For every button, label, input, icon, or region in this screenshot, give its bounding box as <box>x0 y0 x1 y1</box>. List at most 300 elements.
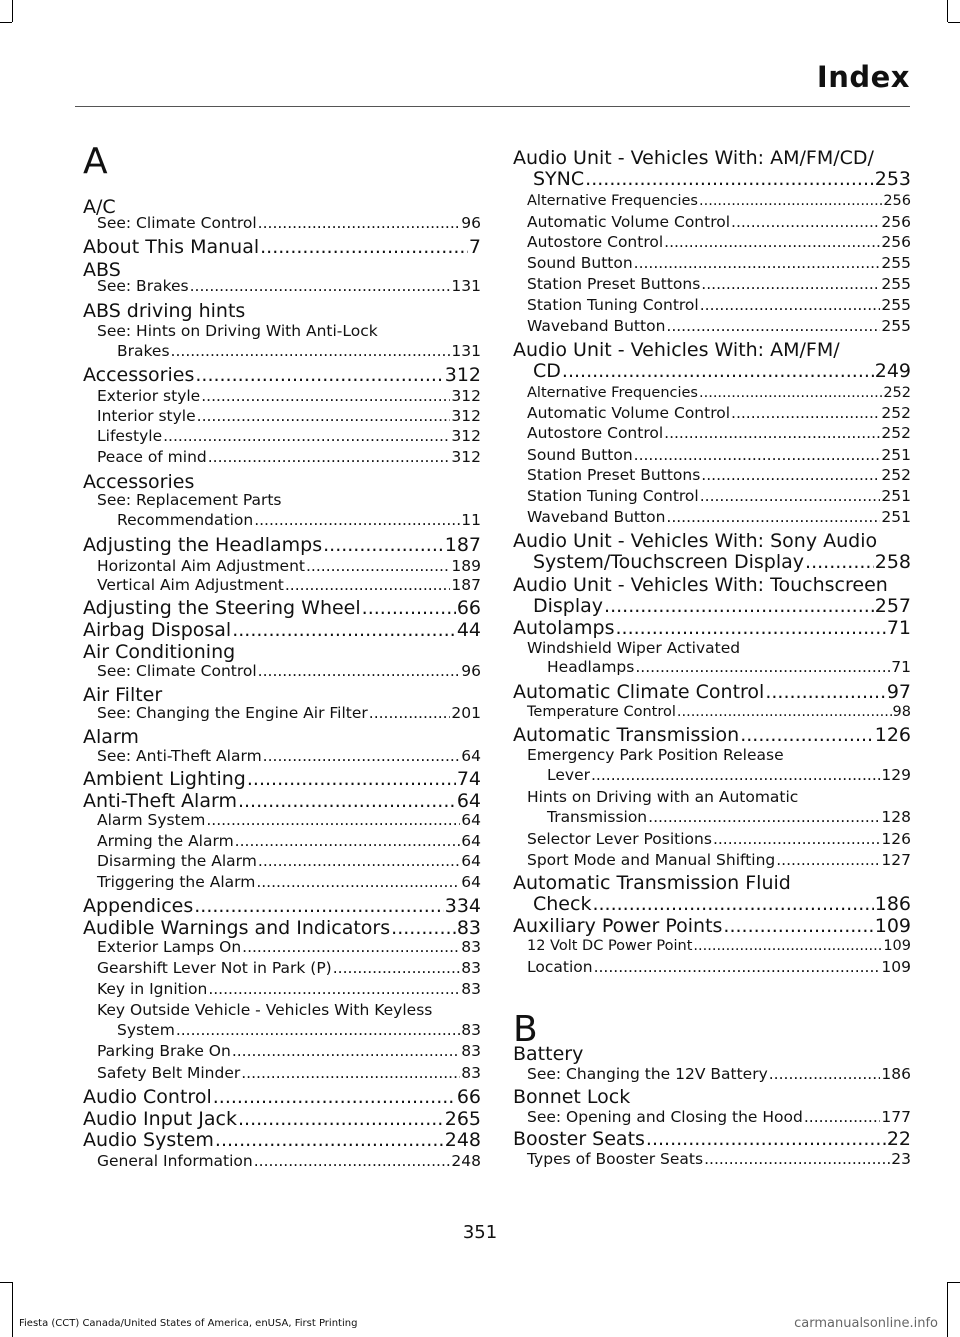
index-entry <box>83 770 481 789</box>
entry-page: 64 <box>456 792 481 811</box>
entry-page: 129 <box>881 768 911 784</box>
index-entry <box>83 1131 481 1150</box>
index-subentry <box>83 1066 481 1082</box>
index-entry <box>83 728 481 747</box>
index-subentry <box>83 940 481 956</box>
entry-title: SYNC <box>533 170 585 189</box>
leader-dots <box>232 1044 460 1060</box>
index-entry <box>513 683 911 702</box>
index-entry <box>83 198 481 217</box>
entry-page: 64 <box>461 854 481 870</box>
index-subentry <box>83 834 481 850</box>
entry-page: 126 <box>881 832 911 848</box>
leader-dots <box>238 1110 444 1129</box>
leader-dots <box>634 256 881 272</box>
leader-dots <box>693 939 882 954</box>
index-entry <box>83 238 481 257</box>
watermark: carmanualsonline.info <box>794 1316 938 1331</box>
leader-dots <box>260 238 468 257</box>
entry-page: 131 <box>451 279 481 295</box>
entry-title: Vertical Aim Adjustment <box>97 578 284 594</box>
leader-dots <box>242 940 460 956</box>
entry-title: Air Conditioning <box>83 643 236 662</box>
leader-dots <box>254 1154 451 1170</box>
leader-dots <box>362 599 456 618</box>
entry-title: Automatic Volume Control <box>527 406 731 422</box>
page-title: Index <box>816 60 910 94</box>
leader-dots <box>731 215 880 231</box>
entry-page: 249 <box>874 362 911 381</box>
leader-dots <box>369 706 451 722</box>
entry-title: Anti-Theft Alarm <box>83 792 237 811</box>
entry-page: 251 <box>881 489 911 505</box>
entry-title: ABS <box>83 261 121 280</box>
entry-title: Arming the Alarm <box>97 834 234 850</box>
entry-page: 256 <box>881 235 911 251</box>
leader-dots <box>238 792 456 811</box>
index-entry <box>513 726 911 745</box>
entry-title: Booster Seats <box>513 1130 645 1149</box>
leader-dots <box>713 832 880 848</box>
leader-dots <box>306 559 450 575</box>
entry-page: 64 <box>461 875 481 891</box>
index-subentry <box>513 298 911 314</box>
index-subentry <box>83 982 481 998</box>
entry-title: Adjusting the Headlamps <box>83 536 323 555</box>
entry-title: Autostore Control <box>527 426 664 442</box>
entry-title: Audio Unit - Vehicles With: Sony Audio <box>513 532 878 551</box>
entry-title: Audio Input Jack <box>83 1110 237 1129</box>
entry-title: Check <box>533 895 592 914</box>
index-entry <box>513 874 911 893</box>
index-subentry <box>513 705 911 720</box>
entry-title: Emergency Park Position Release <box>527 748 784 764</box>
entry-title: Audio Unit - Vehicles With: Touchscreen <box>513 576 888 595</box>
entry-title: See: Changing the Engine Air Filter <box>97 706 368 722</box>
entry-title: Key in Ignition <box>97 982 208 998</box>
entry-page: 258 <box>874 553 911 572</box>
entry-title: Horizontal Aim Adjustment <box>97 559 305 575</box>
entry-title: Location <box>527 960 593 976</box>
leader-dots <box>263 749 461 765</box>
entry-title: Windshield Wiper Activated <box>527 641 741 657</box>
entry-page: 253 <box>874 170 911 189</box>
entry-page: 83 <box>461 961 481 977</box>
index-entry <box>513 170 911 189</box>
entry-page: 312 <box>451 429 481 445</box>
leader-dots <box>235 834 461 850</box>
leader-dots <box>664 426 880 442</box>
index-subentry <box>513 386 911 401</box>
entry-title: Station Tuning Control <box>527 298 699 314</box>
leader-dots <box>723 917 873 936</box>
leader-dots <box>666 319 880 335</box>
index-subentry <box>83 216 481 232</box>
entry-page: 64 <box>461 834 481 850</box>
leader-dots <box>664 235 880 251</box>
leader-dots <box>699 194 882 209</box>
entry-title: See: Climate Control <box>97 216 257 232</box>
entry-title: Hints on Driving with an Automatic <box>527 790 799 806</box>
index-entry <box>513 917 911 936</box>
header-rule <box>75 106 910 107</box>
entry-page: 97 <box>886 683 911 702</box>
entry-page: 71 <box>891 660 911 676</box>
entry-page: 251 <box>881 448 911 464</box>
entry-title: Waveband Button <box>527 510 666 526</box>
entry-title: A/C <box>83 198 116 217</box>
entry-page: 96 <box>461 664 481 680</box>
entry-title: Ambient Lighting <box>83 770 246 789</box>
leader-dots <box>616 619 886 638</box>
entry-page: 71 <box>886 619 911 638</box>
entry-page: 312 <box>444 366 481 385</box>
entry-page: 256 <box>883 194 911 209</box>
index-subentry <box>83 749 481 765</box>
leader-dots <box>699 386 882 401</box>
entry-page: 312 <box>451 450 481 466</box>
entry-page: 248 <box>444 1131 481 1150</box>
entry-title: Automatic Transmission Fluid <box>513 874 791 893</box>
entry-title: Battery <box>513 1045 584 1064</box>
entry-title: Headlamps <box>547 660 635 676</box>
entry-page: 127 <box>881 853 911 869</box>
entry-title: About This Manual <box>83 238 260 257</box>
index-subentry <box>83 1044 481 1060</box>
leader-dots <box>701 468 880 484</box>
entry-title: Exterior style <box>97 389 201 405</box>
entry-title: Air Filter <box>83 686 163 705</box>
index-entry <box>513 553 911 572</box>
index-subentry <box>83 409 481 425</box>
leader-dots <box>740 726 874 745</box>
entry-page: 44 <box>456 621 481 640</box>
index-subentry <box>513 641 911 657</box>
index-subentry <box>83 324 481 340</box>
entry-title: Automatic Volume Control <box>527 215 731 231</box>
leader-dots <box>666 510 880 526</box>
index-subentry <box>83 1023 481 1039</box>
index-entry <box>83 897 481 916</box>
index-subentry <box>83 279 481 295</box>
leader-dots <box>677 705 892 720</box>
entry-title: Triggering the Alarm <box>97 875 256 891</box>
entry-title: Alarm System <box>97 813 206 829</box>
index-entry <box>83 536 481 555</box>
leader-dots <box>195 366 443 385</box>
index-subentry <box>513 748 911 764</box>
leader-dots <box>258 216 461 232</box>
index-subentry <box>513 939 911 954</box>
index-subentry <box>513 468 911 484</box>
index-subentry <box>513 790 911 806</box>
leader-dots <box>391 919 456 938</box>
entry-title: Temperature Control <box>527 705 676 720</box>
entry-page: 66 <box>456 599 481 618</box>
section-letter: B <box>513 1012 538 1048</box>
index-subentry <box>83 961 481 977</box>
entry-title: Station Tuning Control <box>527 489 699 505</box>
leader-dots <box>215 1131 444 1150</box>
entry-title: Parking Brake On <box>97 1044 231 1060</box>
leader-dots <box>591 768 880 784</box>
entry-page: 177 <box>881 1110 911 1126</box>
leader-dots <box>648 810 880 826</box>
entry-page: 256 <box>881 215 911 231</box>
leader-dots <box>562 362 874 381</box>
entry-title: Audible Warnings and Indicators <box>83 919 391 938</box>
leader-dots <box>701 277 880 293</box>
index-entry <box>513 1088 911 1107</box>
index-subentry <box>83 875 481 891</box>
entry-title: Airbag Disposal <box>83 621 232 640</box>
entry-title: See: Brakes <box>97 279 189 295</box>
index-entry <box>83 686 481 705</box>
entry-title: Accessories <box>83 473 195 492</box>
entry-page: 186 <box>881 1067 911 1083</box>
leader-dots <box>585 170 874 189</box>
index-subentry <box>513 215 911 231</box>
leader-dots <box>333 961 461 977</box>
index-subentry <box>83 813 481 829</box>
entry-title: See: Replacement Parts <box>97 493 282 509</box>
index-subentry <box>83 1003 481 1019</box>
leader-dots <box>171 344 451 360</box>
leader-dots <box>646 1130 886 1149</box>
entry-title: Lever <box>547 768 590 784</box>
leader-dots <box>635 660 890 676</box>
entry-title: Auxiliary Power Points <box>513 917 723 936</box>
entry-title: Audio System <box>83 1131 214 1150</box>
entry-title: Audio Unit - Vehicles With: AM/FM/CD/ <box>513 149 874 168</box>
entry-page: 83 <box>461 1044 481 1060</box>
index-entry <box>83 1110 481 1129</box>
leader-dots <box>592 895 873 914</box>
entry-title: Audio Unit - Vehicles With: AM/FM/ <box>513 341 840 360</box>
entry-page: 189 <box>451 559 481 575</box>
leader-dots <box>194 897 444 916</box>
leader-dots <box>604 597 874 616</box>
entry-title: Sport Mode and Manual Shifting <box>527 853 776 869</box>
entry-title: Transmission <box>547 810 648 826</box>
entry-title: Disarming the Alarm <box>97 854 257 870</box>
index-subentry <box>83 578 481 594</box>
index-subentry <box>83 513 481 529</box>
leader-dots <box>247 770 456 789</box>
leader-dots <box>258 664 461 680</box>
leader-dots <box>769 1067 881 1083</box>
index-entry <box>513 1045 911 1064</box>
entry-title: Types of Booster Seats <box>527 1152 704 1168</box>
entry-page: 186 <box>874 895 911 914</box>
index-subentry <box>513 1110 911 1126</box>
entry-title: Audio Control <box>83 1088 212 1107</box>
entry-title: CD <box>533 362 561 381</box>
entry-title: Exterior Lamps On <box>97 940 242 956</box>
entry-title: See: Changing the 12V Battery <box>527 1067 768 1083</box>
index-subentry <box>83 389 481 405</box>
leader-dots <box>206 813 460 829</box>
entry-title: Brakes <box>117 344 170 360</box>
leader-dots <box>765 683 885 702</box>
entry-page: 257 <box>874 597 911 616</box>
entry-title: Key Outside Vehicle - Vehicles With Keyless <box>97 1003 433 1019</box>
leader-dots <box>700 298 881 314</box>
leader-dots <box>213 1088 456 1107</box>
index-subentry <box>83 854 481 870</box>
entry-page: 252 <box>881 406 911 422</box>
entry-title: Station Preset Buttons <box>527 468 701 484</box>
index-entry <box>513 532 911 551</box>
index-entry <box>83 643 481 662</box>
entry-title: Recommendation <box>117 513 254 529</box>
entry-page: 64 <box>461 813 481 829</box>
entry-title: 12 Volt DC Power Point <box>527 939 693 954</box>
entry-page: 312 <box>451 389 481 405</box>
leader-dots <box>776 853 880 869</box>
leader-dots <box>731 406 880 422</box>
index-entry <box>83 792 481 811</box>
entry-page: 201 <box>451 706 481 722</box>
entry-title: Selector Lever Positions <box>527 832 712 848</box>
leader-dots <box>190 279 451 295</box>
entry-title: Autolamps <box>513 619 615 638</box>
index-subentry <box>513 960 911 976</box>
leader-dots <box>176 1023 460 1039</box>
entry-title: Adjusting the Steering Wheel <box>83 599 361 618</box>
entry-title: Lifestyle <box>97 429 163 445</box>
entry-page: 7 <box>468 238 481 257</box>
entry-page: 255 <box>881 256 911 272</box>
leader-dots <box>258 854 460 870</box>
entry-title: System <box>117 1023 175 1039</box>
index-entry <box>513 597 911 616</box>
index-subentry <box>83 1154 481 1170</box>
index-subentry <box>83 429 481 445</box>
entry-title: Station Preset Buttons <box>527 277 701 293</box>
entry-page: 255 <box>881 277 911 293</box>
index-entry <box>513 1130 911 1149</box>
index-subentry <box>513 768 911 784</box>
entry-title: Waveband Button <box>527 319 666 335</box>
entry-page: 252 <box>881 426 911 442</box>
entry-page: 109 <box>883 939 911 954</box>
entry-title: Automatic Climate Control <box>513 683 765 702</box>
entry-page: 252 <box>883 386 911 401</box>
entry-page: 22 <box>886 1130 911 1149</box>
entry-title: Sound Button <box>527 448 633 464</box>
entry-title: Alarm <box>83 728 139 747</box>
index-subentry <box>513 832 911 848</box>
entry-title: Display <box>533 597 604 616</box>
entry-page: 131 <box>451 344 481 360</box>
entry-page: 109 <box>874 917 911 936</box>
leader-dots <box>163 429 450 445</box>
footer-text: Fiesta (CCT) Canada/United States of America, enUSA, First Printing <box>19 1318 358 1329</box>
entry-page: 252 <box>881 468 911 484</box>
leader-dots <box>804 1110 881 1126</box>
entry-page: 66 <box>456 1088 481 1107</box>
index-entry <box>83 261 481 280</box>
entry-page: 334 <box>444 897 481 916</box>
entry-page: 128 <box>881 810 911 826</box>
entry-page: 248 <box>451 1154 481 1170</box>
entry-page: 83 <box>461 1066 481 1082</box>
index-subentry <box>513 448 911 464</box>
leader-dots <box>805 553 874 572</box>
leader-dots <box>197 409 451 425</box>
entry-page: 109 <box>881 960 911 976</box>
leader-dots <box>208 982 460 998</box>
index-entry <box>513 619 911 638</box>
page-number: 351 <box>462 1222 498 1243</box>
entry-title: Autostore Control <box>527 235 664 251</box>
entry-page: 255 <box>881 319 911 335</box>
entry-page: 255 <box>881 298 911 314</box>
entry-page: 126 <box>874 726 911 745</box>
entry-title: Interior style <box>97 409 196 425</box>
entry-page: 265 <box>444 1110 481 1129</box>
index-entry <box>513 576 911 595</box>
entry-title: Gearshift Lever Not in Park (P) <box>97 961 332 977</box>
index-subentry <box>513 319 911 335</box>
leader-dots <box>254 513 460 529</box>
index-subentry <box>83 344 481 360</box>
leader-dots <box>704 1152 890 1168</box>
entry-page: 187 <box>444 536 481 555</box>
entry-title: See: Opening and Closing the Hood <box>527 1110 803 1126</box>
entry-title: Alternative Frequencies <box>527 386 698 401</box>
index-entry <box>513 895 911 914</box>
index-subentry <box>513 426 911 442</box>
entry-title: Automatic Transmission <box>513 726 740 745</box>
index-entry <box>513 362 911 381</box>
entry-title: System/Touchscreen Display <box>533 553 805 572</box>
entry-page: 11 <box>461 513 481 529</box>
index-entry <box>83 366 481 385</box>
entry-page: 83 <box>461 1023 481 1039</box>
index-subentry <box>83 450 481 466</box>
index-subentry <box>513 1152 911 1168</box>
index-subentry <box>513 277 911 293</box>
entry-title: ABS driving hints <box>83 302 246 321</box>
index-subentry <box>513 1067 911 1083</box>
section-letter: A <box>83 144 108 180</box>
index-subentry <box>513 194 911 209</box>
leader-dots <box>700 489 881 505</box>
index-subentry <box>513 235 911 251</box>
index-subentry <box>83 706 481 722</box>
index-subentry <box>83 559 481 575</box>
leader-dots <box>241 1066 460 1082</box>
entry-page: 187 <box>451 578 481 594</box>
entry-page: 83 <box>461 982 481 998</box>
entry-page: 98 <box>892 705 911 720</box>
leader-dots <box>634 448 881 464</box>
entry-title: Accessories <box>83 366 195 385</box>
index-subentry <box>513 510 911 526</box>
index-subentry <box>513 256 911 272</box>
leader-dots <box>285 578 451 594</box>
entry-title: Alternative Frequencies <box>527 194 698 209</box>
entry-title: See: Anti-Theft Alarm <box>97 749 262 765</box>
leader-dots <box>208 450 451 466</box>
index-subentry <box>83 664 481 680</box>
entry-title: See: Hints on Driving With Anti-Lock <box>97 324 378 340</box>
entry-title: Sound Button <box>527 256 633 272</box>
entry-page: 64 <box>461 749 481 765</box>
entry-page: 74 <box>456 770 481 789</box>
